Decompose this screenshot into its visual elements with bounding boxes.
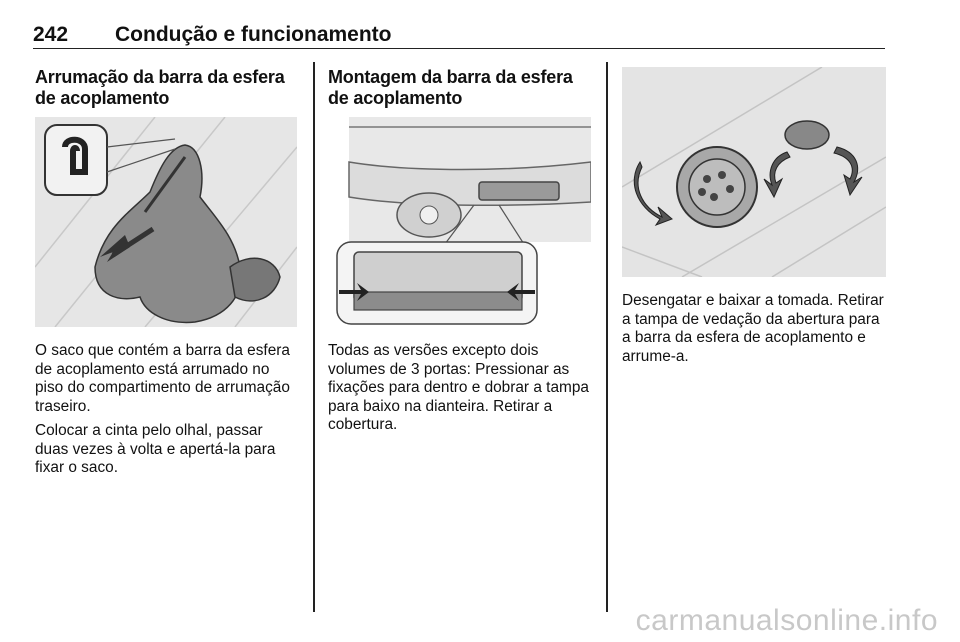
column-divider bbox=[313, 62, 315, 612]
paragraph: Todas as versões excepto dois volumes de 3 portas: Pressionar as fixações para dentro e dobrar a tampa para baixo na dianteira. Retirar a cobertura. bbox=[328, 342, 589, 433]
illustration-socket bbox=[622, 67, 886, 277]
column-1 bbox=[35, 67, 299, 109]
page-number: 242 bbox=[33, 23, 69, 46]
column-3-text bbox=[622, 292, 886, 366]
column-1-text bbox=[35, 342, 299, 478]
column-2-text bbox=[328, 342, 594, 435]
illustration-bag-storage bbox=[35, 117, 297, 327]
illustration-bumper-cover bbox=[329, 117, 591, 327]
page-header bbox=[33, 8, 885, 49]
column-2 bbox=[328, 67, 594, 109]
column-divider bbox=[606, 62, 608, 612]
watermark: carmanualsonline.info bbox=[635, 604, 938, 637]
section-heading: Montagem da barra da esfera de acoplamento bbox=[328, 67, 573, 108]
paragraph: Colocar a cinta pelo olhal, passar duas vezes à volta e apertá-la para fixar o saco. bbox=[35, 422, 276, 476]
paragraph: O saco que contém a barra da esfera de acoplamento está arrumado no piso do compartimento de arrumação traseiro. bbox=[35, 342, 290, 415]
chapter-title: Condução e funcionamento bbox=[115, 23, 392, 46]
section-heading: Arrumação da barra da esfera de acoplamento bbox=[35, 67, 285, 108]
paragraph: Desengatar e baixar a tomada. Retirar a tampa de vedação da abertura para a barra da esfera de acoplamento e arrume-a. bbox=[622, 292, 884, 365]
